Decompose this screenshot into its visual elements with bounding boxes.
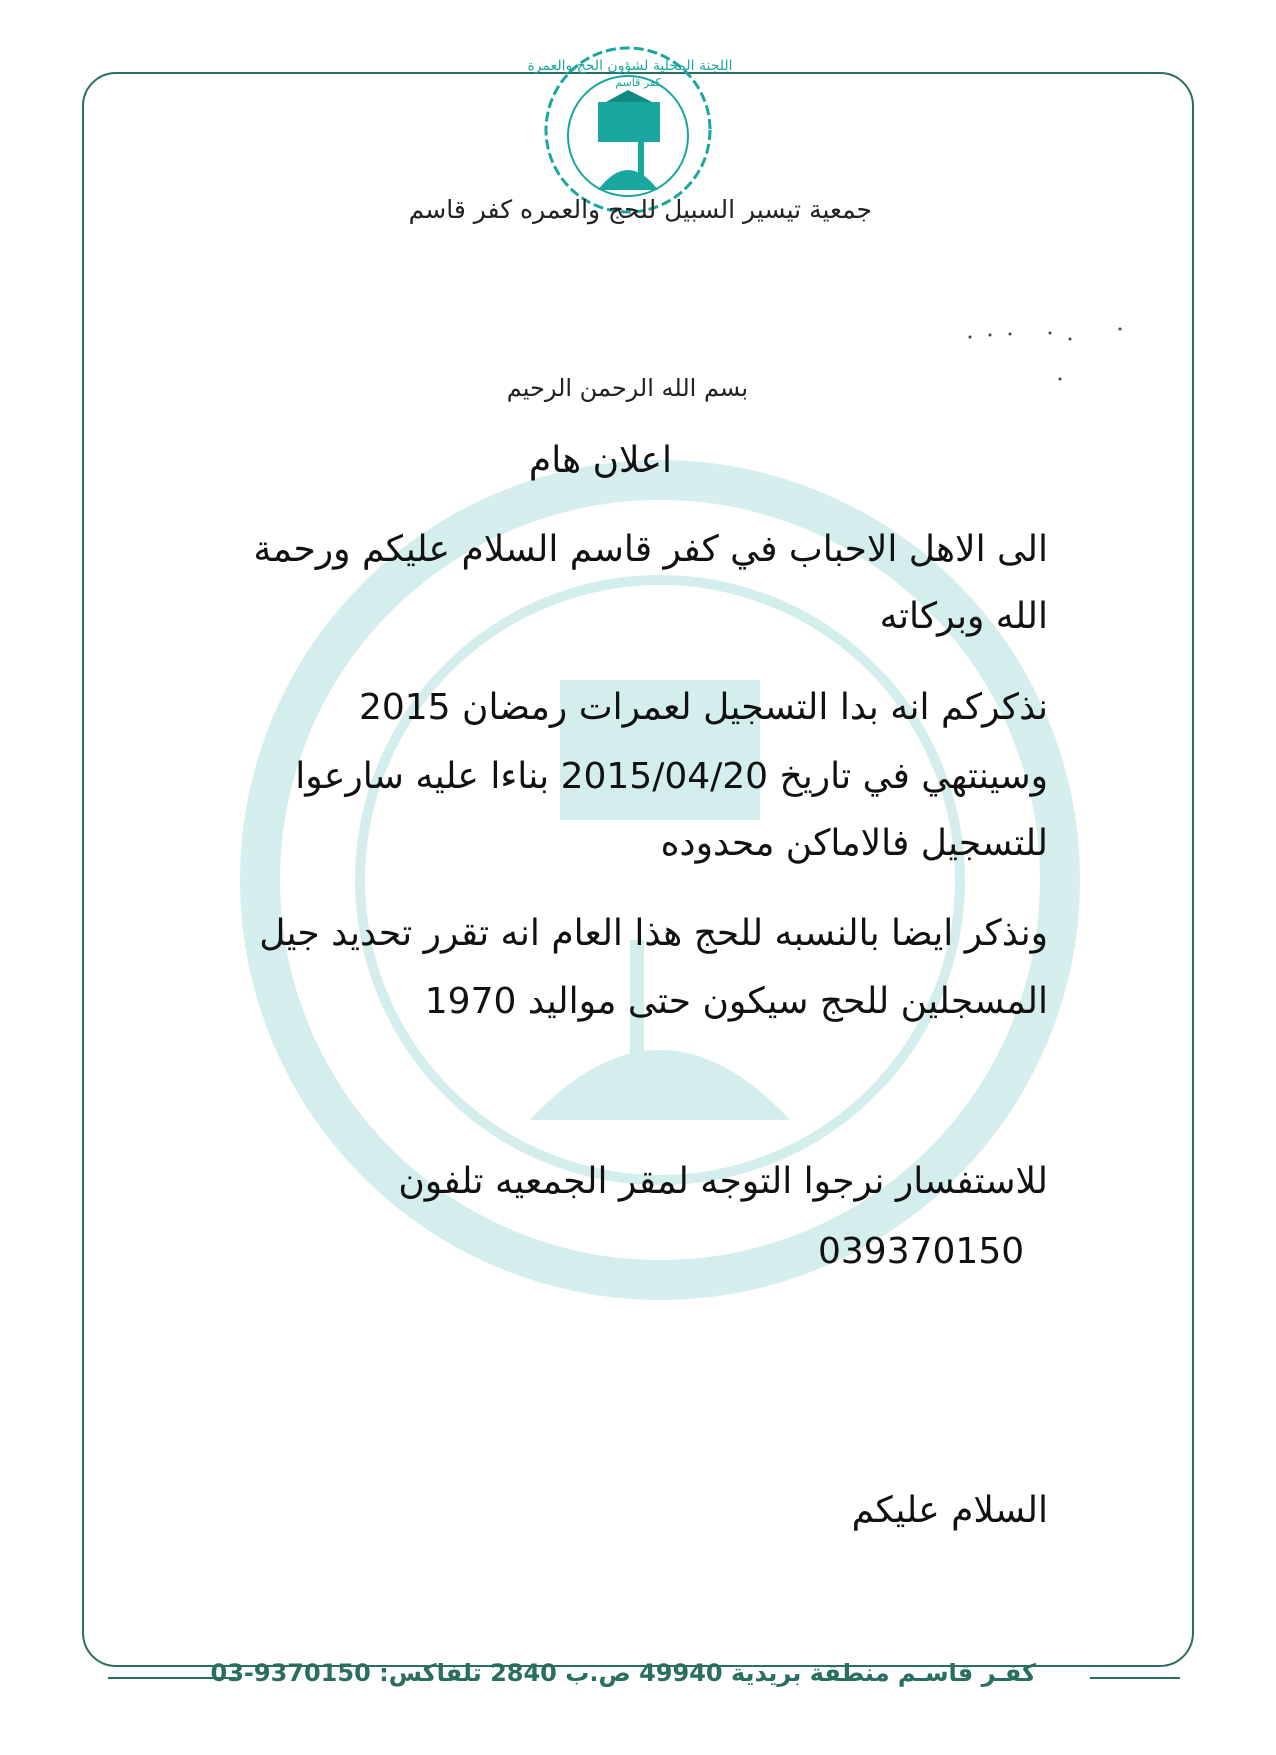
footer-address-text: كفـر قاسـم منطقة بريدية 49940 ص.ب 2840 تلفاكس: bbox=[379, 1659, 1036, 1687]
body-line: للاستفسار نرجوا التوجه لمقر الجمعيه تلفون bbox=[398, 1161, 1048, 1202]
seal-subtitle: كفر قاسم bbox=[615, 76, 661, 89]
footer-rule-right bbox=[1090, 1677, 1180, 1679]
basmala: بسم الله الرحمن الرحيم bbox=[506, 374, 748, 402]
body-line: وسينتهي في تاريخ 2015/04/20 بناءا عليه سارعوا bbox=[295, 756, 1048, 797]
body-line: المسجلين للحج سيكون حتى مواليد 1970 bbox=[424, 981, 1048, 1022]
association-seal-icon bbox=[527, 40, 733, 220]
body-line: الى الاهل الاحباب في كفر قاسم السلام عليكم ورحمة bbox=[253, 529, 1048, 570]
body-line: الله وبركاته bbox=[879, 596, 1048, 637]
footer-address bbox=[211, 1659, 1036, 1687]
body-line: نذكركم انه بدا التسجيل لعمرات رمضان 2015 bbox=[358, 687, 1048, 728]
organization-name: جمعية تيسير السبيل للحج والعمره كفر قاسم bbox=[408, 195, 872, 224]
scan-speckles bbox=[960, 325, 1160, 385]
phone-number: 039370150 bbox=[818, 1231, 1025, 1272]
footer-phone: 03-9370150 bbox=[210, 1659, 371, 1687]
closing-greeting: السلام عليكم bbox=[851, 1490, 1048, 1531]
announcement-headline: اعلان هام bbox=[528, 440, 672, 481]
seal-title: اللجنة المحلية لشؤون الحج والعمرة bbox=[527, 58, 733, 74]
body-line: للتسجيل فالاماكن محدوده bbox=[660, 823, 1048, 864]
body-line: ونذكر ايضا بالنسبه للحج هذا العام انه تقرر تحديد جيل bbox=[259, 913, 1048, 954]
